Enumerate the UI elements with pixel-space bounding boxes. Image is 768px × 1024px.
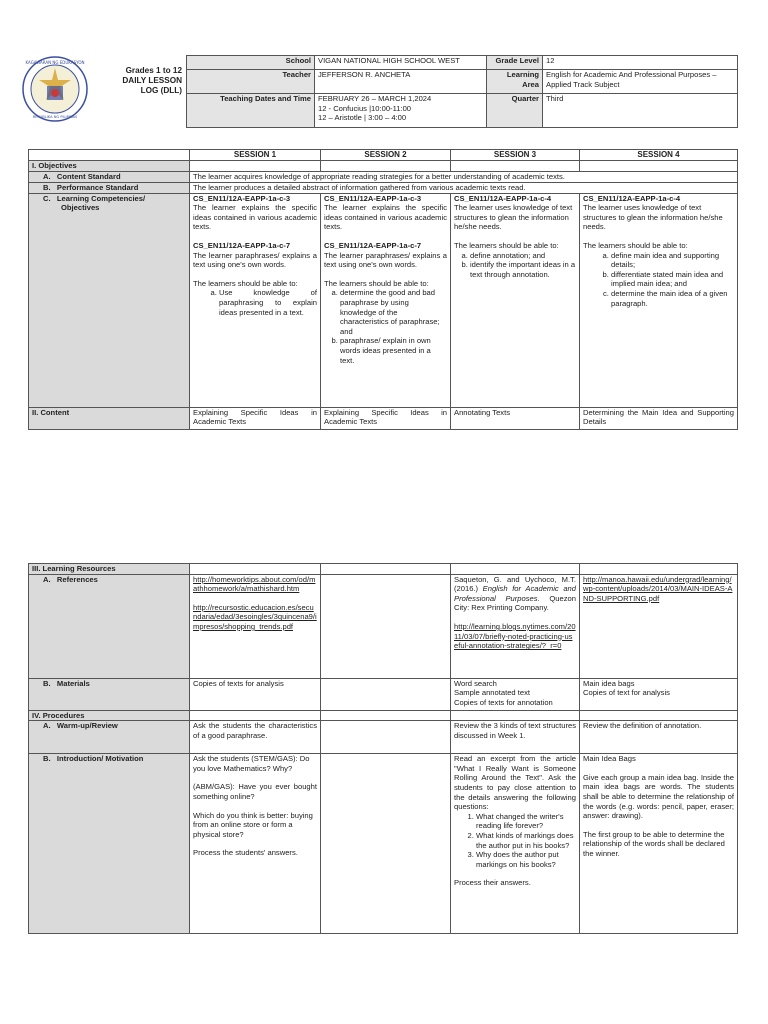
- teacher-label: Teacher: [187, 70, 315, 94]
- session-4-introduction: [580, 754, 738, 934]
- objectives-intro: The learners should be able to:: [324, 278, 429, 288]
- quarter-label: Quarter: [487, 94, 543, 128]
- competency-text: The learner uses knowledge of text structures to glean the information he/she needs.: [583, 203, 723, 232]
- performance-standard-value: The learner produces a detailed abstract of information gathered from various academic texts read.: [190, 182, 738, 193]
- competency-text: The learner explains the specific ideas contained in various academic texts.: [324, 203, 447, 232]
- dll-title: [98, 66, 182, 96]
- objective-item: a. define annotation; and: [470, 251, 576, 261]
- content-standard-value: The learner acquires knowledge of appropriate reading strategies for a better understanding of academic texts.: [190, 171, 738, 182]
- competencies-label-line-1: C. Learning Competencies/: [43, 193, 146, 203]
- objective-item: a. define main idea and supporting details;: [611, 251, 734, 270]
- reference-authors: Saqueton, G. and Uychoco, M.T. (2016.): [454, 574, 576, 594]
- session-1-references: [190, 574, 321, 678]
- session-1-header: SESSION 1: [190, 150, 321, 161]
- teacher-value: JEFFERSON R. ANCHETA: [315, 70, 487, 94]
- corner-cell: [29, 150, 190, 161]
- competency-code: CS_EN11/12A-EAPP-1a-c-4: [583, 193, 681, 203]
- dates-line-1: FEBRUARY 26 – MARCH 1,2024: [318, 94, 432, 103]
- deped-seal-logo: [22, 56, 88, 122]
- session-3-content: Annotating Texts: [451, 407, 580, 429]
- objective-item: b. identify the important ideas in a text through annotation.: [470, 260, 576, 279]
- competencies-label-line-2: Objectives: [61, 203, 100, 213]
- introduction-label: B. Introduction/ Motivation: [29, 754, 190, 934]
- objectives-intro: The learners should be able to:: [454, 240, 559, 250]
- session-2-header: SESSION 2: [321, 150, 451, 161]
- question-item: 3. Why does the author put markings on his books?: [476, 850, 576, 869]
- session-4-materials: [580, 678, 738, 710]
- session-3-references: [451, 574, 580, 678]
- svg-text:REPUBLIKA NG PILIPINAS: REPUBLIKA NG PILIPINAS: [32, 115, 78, 119]
- learning-area-value: English for Academic And Professional Purposes – Applied Track Subject: [543, 70, 738, 94]
- question-item: 1. What changed the writer's reading life forever?: [476, 812, 576, 831]
- question-item: 2. What kinds of markings does the author put in his books?: [476, 831, 576, 850]
- competencies-label: [29, 193, 190, 407]
- reference-publisher: Quezon City: Rex Printing Company.: [454, 593, 576, 613]
- intro-paragraph: Process their answers.: [454, 878, 531, 888]
- dll-label: DAILY LESSON: [122, 76, 182, 85]
- session-3-header: SESSION 3: [451, 150, 580, 161]
- material-item: Copies of texts for annotation: [454, 697, 553, 707]
- quarter-value: Third: [543, 94, 738, 128]
- content-label: II. Content: [29, 407, 190, 429]
- objectives-table: [28, 149, 738, 430]
- content-standard-label: A. Content Standard: [29, 171, 190, 182]
- learning-area-label: Learning Area: [487, 70, 543, 94]
- objective-item: b. differentiate stated main idea and implied main idea; and: [611, 270, 734, 289]
- competency-code: CS_EN11/12A-EAPP-1a-c-4: [454, 193, 552, 203]
- header-table: [186, 55, 738, 128]
- resources-procedures-table: [28, 563, 738, 934]
- session-2-warmup: [321, 721, 451, 754]
- session-2-competencies: [321, 193, 451, 407]
- reference-link[interactable]: http://recursostic.educacion.es/secundaria/edad/3esoingles/3quincena9/impresos/shopping_trends.pdf: [193, 602, 317, 631]
- session-4-header: SESSION 4: [580, 150, 738, 161]
- dll-label-2: LOG (DLL): [140, 86, 182, 95]
- session-1-warmup: Ask the students the characteristics of a good paraphrase.: [190, 721, 321, 754]
- intro-paragraph: Which do you think is better: buying from an online store or form a physical store?: [193, 810, 313, 839]
- material-item: Word search: [454, 678, 497, 688]
- competency-text: The learner paraphrases/ explains a text using one's own words.: [193, 250, 317, 270]
- intro-paragraph: Main Idea Bags: [583, 754, 636, 764]
- session-4-warmup: Review the definition of annotation.: [580, 721, 738, 754]
- session-1-competencies: [190, 193, 321, 407]
- session-1-content: Explaining Specific Ideas in Academic Texts: [190, 407, 321, 429]
- warmup-label: A. Warm-up/Review: [29, 721, 190, 754]
- intro-paragraph: Give each group a main idea bag. Inside the main idea bags are words. The students shall be able to determine the relationship of the words (e.g. words: pencil, paper, eraser; answer: drawing).: [583, 772, 734, 821]
- material-item: Main idea bags: [583, 678, 635, 688]
- reference-book-title: English for Academic and Professional Purposes.: [454, 584, 576, 603]
- competency-code: CS_EN11/12A-EAPP-1a-c-7: [324, 240, 422, 250]
- procedures-title: IV. Procedures: [29, 710, 190, 721]
- grade-level-value: 12: [543, 56, 738, 70]
- objectives-intro: The learners should be able to:: [193, 278, 298, 288]
- grade-level-label: Grade Level: [487, 56, 543, 70]
- session-3-introduction: [451, 754, 580, 934]
- references-label: A. References: [29, 574, 190, 678]
- competency-text: The learner uses knowledge of text structures to glean the information he/she needs.: [454, 203, 573, 232]
- session-3-warmup: Review the 3 kinds of text structures discussed in Week 1.: [451, 721, 580, 754]
- resources-title: III. Learning Resources: [29, 564, 190, 575]
- session-4-competencies: [580, 193, 738, 407]
- materials-label: B. Materials: [29, 678, 190, 710]
- objective-item: b. paraphrase/ explain in own words ideas presented in a text.: [340, 336, 447, 365]
- objectives-title: I. Objectives: [29, 161, 190, 172]
- competency-code: CS_EN11/12A-EAPP-1a-c-3: [324, 193, 422, 203]
- intro-paragraph: Ask the students (STEM/GAS): Do you love Mathematics? Why?: [193, 754, 310, 773]
- intro-paragraph: Process the students' answers.: [193, 848, 298, 858]
- session-2-content: Explaining Specific Ideas in Academic Texts: [321, 407, 451, 429]
- reference-link[interactable]: http://homeworktips.about.com/od/mathhomework/a/mathishard.htm: [193, 574, 316, 594]
- competency-text: The learner paraphrases/ explains a text using one's own words.: [324, 250, 447, 270]
- session-2-references: [321, 574, 451, 678]
- competency-code: CS_EN11/12A-EAPP-1a-c-7: [193, 240, 291, 250]
- dates-value: [315, 94, 487, 128]
- session-3-competencies: [451, 193, 580, 407]
- intro-paragraph: The first group to be able to determine the relationship of the words shall be declared the winner.: [583, 829, 725, 858]
- reference-link[interactable]: http://manoa.hawaii.edu/undergrad/learning/wp-content/uploads/2014/03/MAIN-IDEAS-AND-SUPPORTING.pdf: [583, 574, 733, 603]
- dates-label: Teaching Dates and Time: [187, 94, 315, 128]
- intro-paragraph: (ABM/GAS): Have you ever bought something online?: [193, 782, 317, 801]
- session-4-references: [580, 574, 738, 678]
- school-label: School: [187, 56, 315, 70]
- session-3-materials: [451, 678, 580, 710]
- objective-item: a. Use knowledge of paraphrasing to explain ideas presented in a text.: [219, 288, 317, 317]
- competency-code: CS_EN11/12A-EAPP-1a-c-3: [193, 193, 291, 203]
- session-2-introduction: [321, 754, 451, 934]
- intro-paragraph: Read an excerpt from the article "What I Really Want is Someone Rolling Around the Text". Ask the students to pay close attention to the details answering the following questions:: [454, 754, 576, 812]
- objective-item: c. determine the main idea of a given paragraph.: [611, 289, 734, 308]
- material-item: Copies of text for analysis: [583, 688, 670, 698]
- competency-text: The learner explains the specific ideas contained in various academic texts.: [193, 203, 317, 232]
- reference-link[interactable]: http://learning.blogs.nytimes.com/2011/03/07/briefly-noted-practicing-useful-annotation-strategies/?_r=0: [454, 621, 576, 651]
- objectives-intro: The learners should be able to:: [583, 240, 688, 250]
- objective-item: a. determine the good and bad paraphrase by using knowledge of the characteristics of paraphrase; and: [340, 288, 447, 336]
- grades-label: Grades 1 to 12: [125, 66, 182, 75]
- dates-line-2: 12 - Confucius |10:00-11:00: [318, 103, 412, 113]
- session-1-introduction: [190, 754, 321, 934]
- session-2-materials: [321, 678, 451, 710]
- session-4-content: Determining the Main Idea and Supporting Details: [580, 407, 738, 429]
- dates-line-3: 12 – Aristotle | 3:00 – 4:00: [318, 113, 407, 123]
- material-item: Sample annotated text: [454, 688, 530, 698]
- svg-text:KAGAWARAN NG EDUKASYON: KAGAWARAN NG EDUKASYON: [25, 60, 85, 65]
- performance-standard-label: B. Performance Standard: [29, 182, 190, 193]
- school-value: VIGAN NATIONAL HIGH SCHOOL WEST: [315, 56, 487, 70]
- session-1-materials: Copies of texts for analysis: [190, 678, 321, 710]
